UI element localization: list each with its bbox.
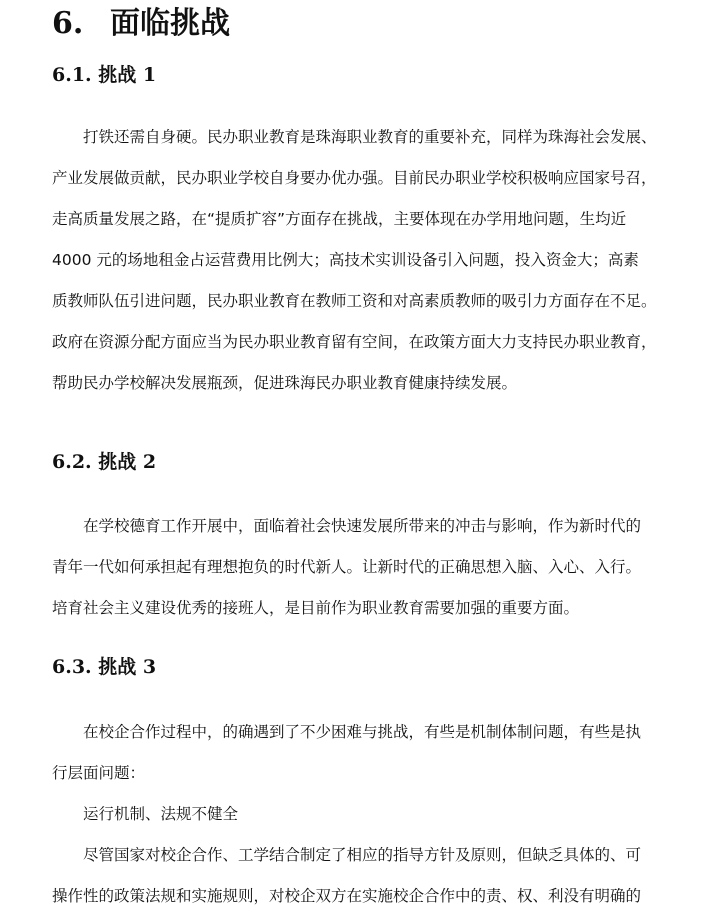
subsection-heading-6-2: 6.2. 挑战 2 [52, 451, 157, 473]
paragraph-subheading: 运行机制、法规不健全 [83, 805, 239, 823]
paragraph-line: 尽管国家对校企合作、工学结合制定了相应的指导方针及原则，但缺乏具体的、可 [83, 846, 642, 864]
section-heading [52, 4, 230, 44]
paragraph-line: 政府在资源分配方面应当为民办职业教育留有空间，在政策方面大力支持民办职业教育， [52, 333, 657, 351]
subsection-heading-6-3: 6.3. 挑战 3 [52, 656, 157, 678]
paragraph-line: 行层面问题： [52, 764, 146, 782]
paragraph-line: 帮助民办学校解决发展瓶颈，促进珠海民办职业教育健康持续发展。 [52, 374, 518, 392]
section-number: 6. [52, 6, 84, 41]
paragraph-line: 产业发展做贡献，民办职业学校自身要办优办强。目前民办职业学校积极响应国家号召， [52, 169, 657, 187]
section-title: 面临挑战 [110, 6, 230, 41]
paragraph-challenge-1 [52, 117, 672, 404]
subsection-heading-6-1: 6.1. 挑战 1 [52, 64, 157, 86]
paragraph-line: 打铁还需自身硬。民办职业教育是珠海职业教育的重要补充，同样为珠海社会发展、 [83, 128, 657, 146]
paragraph-line: 在校企合作过程中，的确遇到了不少困难与挑战，有些是机制体制问题，有些是执 [83, 723, 642, 741]
paragraph-line: 走高质量发展之路，在“提质扩容”方面存在挑战，主要体现在办学用地问题，生均近 [52, 210, 627, 228]
paragraph-line: 质教师队伍引进问题，民办职业教育在教师工资和对高素质教师的吸引力方面存在不足。 [52, 292, 657, 310]
paragraph-challenge-2 [52, 506, 672, 629]
paragraph-line: 4000 元的场地租金占运营费用比例大；高技术实训设备引入问题，投入资金大；高素 [52, 251, 639, 269]
paragraph-line: 培育社会主义建设优秀的接班人，是目前作为职业教育需要加强的重要方面。 [52, 599, 580, 617]
paragraph-challenge-3 [52, 712, 672, 917]
paragraph-line: 在学校德育工作开展中，面临着社会快速发展所带来的冲击与影响，作为新时代的 [83, 517, 642, 535]
paragraph-line: 青年一代如何承担起有理想抱负的时代新人。让新时代的正确思想入脑、入心、入行。 [52, 558, 642, 576]
paragraph-line: 操作性的政策法规和实施规则，对校企双方在实施校企合作中的责、权、利没有明确的 [52, 887, 642, 905]
